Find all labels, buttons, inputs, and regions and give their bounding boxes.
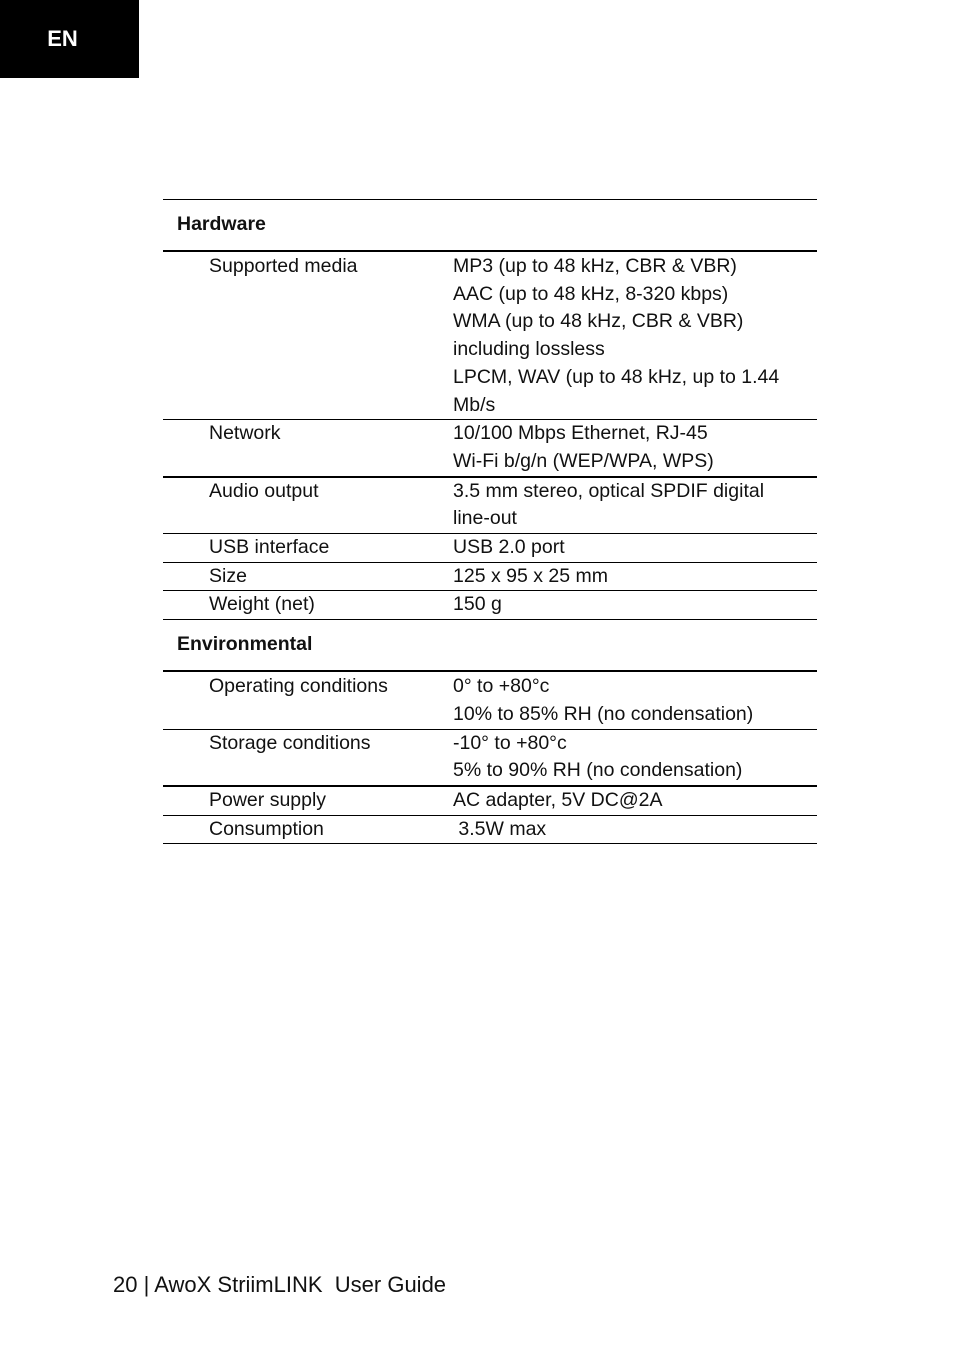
spec-value-line: LPCM, WAV (up to 48 kHz, up to 1.44	[453, 365, 780, 388]
spec-value	[453, 786, 817, 815]
spec-value	[453, 251, 817, 420]
spec-row-weight	[163, 591, 817, 620]
page-number: 20	[113, 1272, 138, 1297]
spec-value-line: Wi-Fi b/g/n (WEP/WPA, WPS)	[453, 449, 714, 472]
spec-value-line: AC adapter, 5V DC@2A	[453, 788, 663, 811]
spec-value-line: USB 2.0 port	[453, 536, 565, 559]
section-title: Environmental	[163, 620, 817, 672]
spec-value-line: AAC (up to 48 kHz, 8-320 kbps)	[453, 282, 729, 305]
spec-label: Storage conditions	[163, 729, 453, 786]
spec-value-line: line-out	[453, 507, 517, 530]
spec-label: Network	[163, 420, 453, 477]
spec-value-line: 150 g	[453, 593, 502, 616]
spec-value-line: Mb/s	[453, 393, 496, 416]
spec-value-line: 10/100 Mbps Ethernet, RJ-45	[453, 422, 708, 445]
guide-title: AwoX StriimLINK User Guide	[154, 1272, 447, 1297]
spec-row-network	[163, 420, 817, 477]
spec-value	[453, 671, 817, 729]
spec-value-line: 0° to +80°c	[453, 675, 550, 698]
spec-value	[453, 591, 817, 620]
spec-value	[453, 562, 817, 591]
spec-label: USB interface	[163, 534, 453, 563]
section-header-environmental	[163, 620, 817, 672]
footer-separator: |	[143, 1272, 150, 1297]
spec-table	[163, 199, 817, 844]
spec-label: Operating conditions	[163, 671, 453, 729]
spec-value	[453, 815, 817, 844]
spec-label: Consumption	[163, 815, 453, 844]
section-title: Hardware	[163, 200, 817, 252]
spec-row-usb-interface	[163, 534, 817, 563]
spec-label: Supported media	[163, 251, 453, 420]
spec-label: Size	[163, 562, 453, 591]
spec-value-line: 3.5 mm stereo, optical SPDIF digital	[453, 479, 765, 502]
spec-value	[453, 729, 817, 786]
spec-value-line: 125 x 95 x 25 mm	[453, 564, 608, 587]
language-tab-label: EN	[47, 26, 78, 51]
spec-value-line: including lossless	[453, 338, 605, 361]
page-footer	[113, 1272, 446, 1298]
spec-label: Power supply	[163, 786, 453, 815]
spec-value-line: WMA (up to 48 kHz, CBR & VBR)	[453, 310, 744, 333]
spec-row-size	[163, 562, 817, 591]
spec-row-power-supply	[163, 786, 817, 815]
spec-value	[453, 534, 817, 563]
spec-label: Weight (net)	[163, 591, 453, 620]
spec-row-consumption	[163, 815, 817, 844]
spec-row-supported-media	[163, 251, 817, 420]
spec-label: Audio output	[163, 477, 453, 534]
spec-value-line: 3.5W max	[453, 817, 547, 840]
spec-value	[453, 420, 817, 477]
spec-value-line: MP3 (up to 48 kHz, CBR & VBR)	[453, 255, 737, 277]
language-tab	[0, 0, 139, 78]
spec-row-operating-conditions	[163, 671, 817, 729]
section-header-hardware	[163, 200, 817, 252]
spec-value-line: -10° to +80°c	[453, 731, 567, 754]
spec-value-line: 10% to 85% RH (no condensation)	[453, 702, 754, 725]
spec-value	[453, 477, 817, 534]
spec-row-audio-output	[163, 477, 817, 534]
spec-value-line: 5% to 90% RH (no condensation)	[453, 759, 743, 782]
spec-row-storage-conditions	[163, 729, 817, 786]
